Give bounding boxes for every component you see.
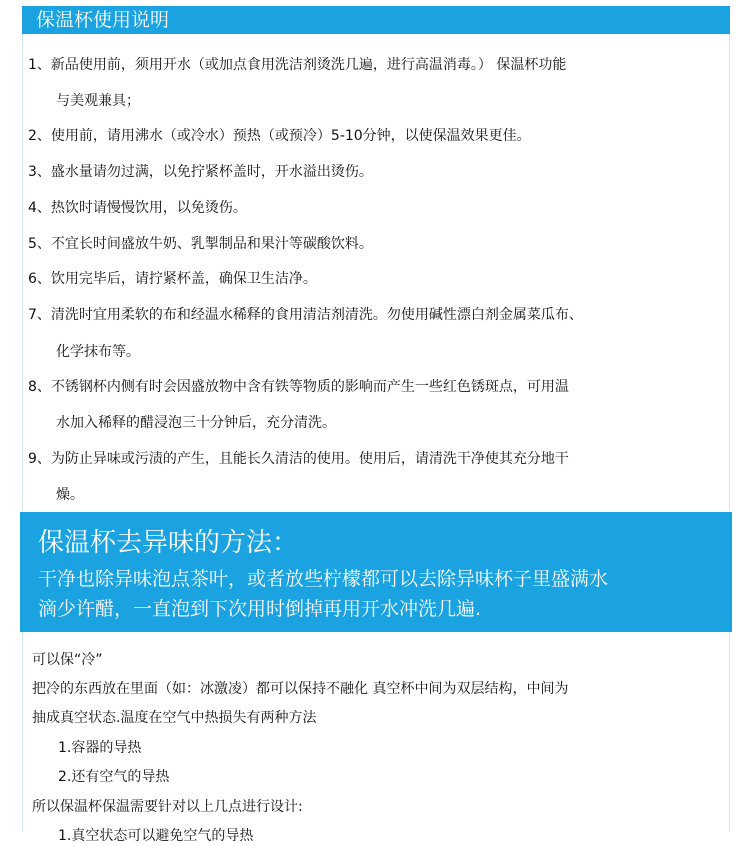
section-header [22,6,730,34]
instruction-line: 7、清洗时宜用柔软的布和经温水稀释的食用清洁剂清洗。勿使用碱性漂白剂金属菜瓜布、 [28,307,583,323]
banner-text-line: 滴少许醋，一直泡到下次用时倒掉再用开水冲洗几遍. [38,598,482,620]
instruction-line: 水加入稀释的醋浸泡三十分钟后，充分清洗。 [56,415,336,431]
banner-title: 保温杯去异味的方法： [38,528,299,558]
instruction-line: 燥。 [56,487,84,503]
detail-line: 1.真空状态可以避免空气的导热 [58,828,254,844]
instruction-line: 6、饮用完毕后，请拧紧杯盖，确保卫生洁净。 [28,271,317,287]
instruction-line: 3、盛水量请勿过满，以免拧紧杯盖时，开水溢出烫伤。 [28,164,373,180]
detail-line: 2.还有空气的导热 [58,769,170,785]
instruction-line: 2、使用前，请用沸水（或冷水）预热（或预冷）5-10分钟，以使保温效果更佳。 [28,128,531,144]
detail-line: 可以保“冷” [32,652,103,668]
banner-text-line: 干净也除异味泡点茶叶，或者放些柠檬都可以去除异味杯子里盛满水 [38,568,609,590]
details-border-right [729,632,730,832]
detail-line: 抽成真空状态.温度在空气中热损失有两种方法 [32,710,317,726]
detail-line: 把冷的东西放在里面（如：冰激凌）都可以保持不融化 真空杯中间为双层结构，中间为 [32,681,569,697]
instruction-line: 5、不宜长时间盛放牛奶、乳掣制品和果汁等碳酸饮料。 [28,236,373,252]
instruction-line: 4、热饮时请慢慢饮用，以免烫伤。 [28,200,247,216]
detail-line: 所以保温杯保温需要针对以上几点进行设计: [32,799,303,815]
instruction-line: 与美观兼具； [56,93,140,109]
section-border-right [729,34,730,510]
instruction-line: 8、不锈钢杯内侧有时会因盛放物中含有铁等物质的影响而产生一些红色锈斑点，可用温 [28,379,569,395]
section-border-left [22,34,23,510]
details-border-left [22,632,23,832]
instruction-line: 化学抹布等。 [56,344,140,360]
detail-line: 1.容器的导热 [58,740,142,756]
instruction-line: 1、新品使用前，须用开水（或加点食用洗洁剂烫洗几遍，进行高温消毒。） 保温杯功能 [28,57,567,73]
section-title: 保温杯使用说明 [36,9,170,31]
instruction-line: 9、为防止异味或污渍的产生，且能长久清洁的使用。使用后，请清洗干净使其充分地干 [28,451,569,467]
odor-removal-banner [20,512,732,632]
